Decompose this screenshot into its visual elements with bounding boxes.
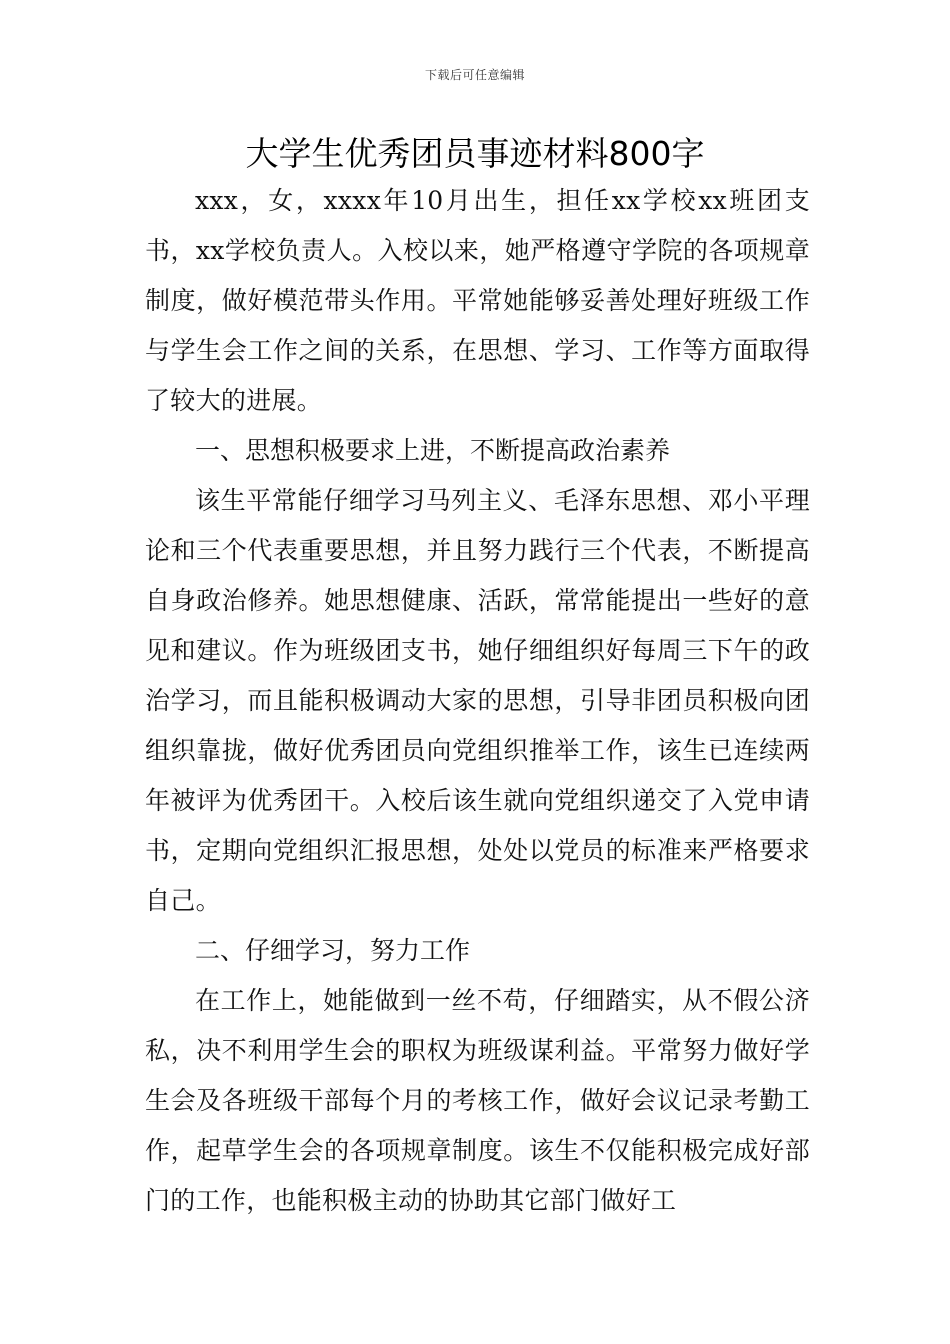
paragraph-section-1: 该生平常能仔细学习马列主义、毛泽东思想、邓小平理论和三个代表重要思想，并且努力践行三个代表，不断提高自身政治修养。她思想健康、活跃，常常能提出一些好的意见和建议。作为班级团支书，她仔细组织好每周三下午的政治学习，而且能积极调动大家的思想，引导非团员积极向团组织靠拢，做好优秀团员向党组织推举工作，该生已连续两年被评为优秀团干。入校后该生就向党组织递交了入党申请书，定期向党组织汇报思想，处处以党员的标准来严格要求自己。 bbox=[145, 486, 810, 915]
header-note: 下载后可任意编辑 bbox=[424, 68, 525, 82]
paragraph-intro: xxx，女，xxxx年10月出生，担任xx学校xx班团支书，xx学校负责人。入校以来，她严格遵守学院的各项规章制度，做好模范带头作用。平常她能够妥善处理好班级工作与学生会工作之间的关系，在思想、学习、工作等方面取得了较大的进展。 bbox=[145, 186, 810, 415]
document-body bbox=[145, 176, 810, 1226]
paragraph-section-2: 在工作上，她能做到一丝不苟，仔细踏实，从不假公济私，决不利用学生会的职权为班级谋利益。平常努力做好学生会及各班级干部每个月的考核工作，做好会议记录考勤工作，起草学生会的各项规章制度。该生不仅能积极完成好部门的工作，也能积极主动的协助其它部门做好工 bbox=[145, 986, 810, 1215]
section-heading-1: 一、思想积极要求上进，不断提高政治素养 bbox=[195, 436, 671, 465]
section-heading-2: 二、仔细学习，努力工作 bbox=[195, 936, 471, 965]
document-title: 大学生优秀团员事迹材料800字 bbox=[245, 134, 705, 173]
